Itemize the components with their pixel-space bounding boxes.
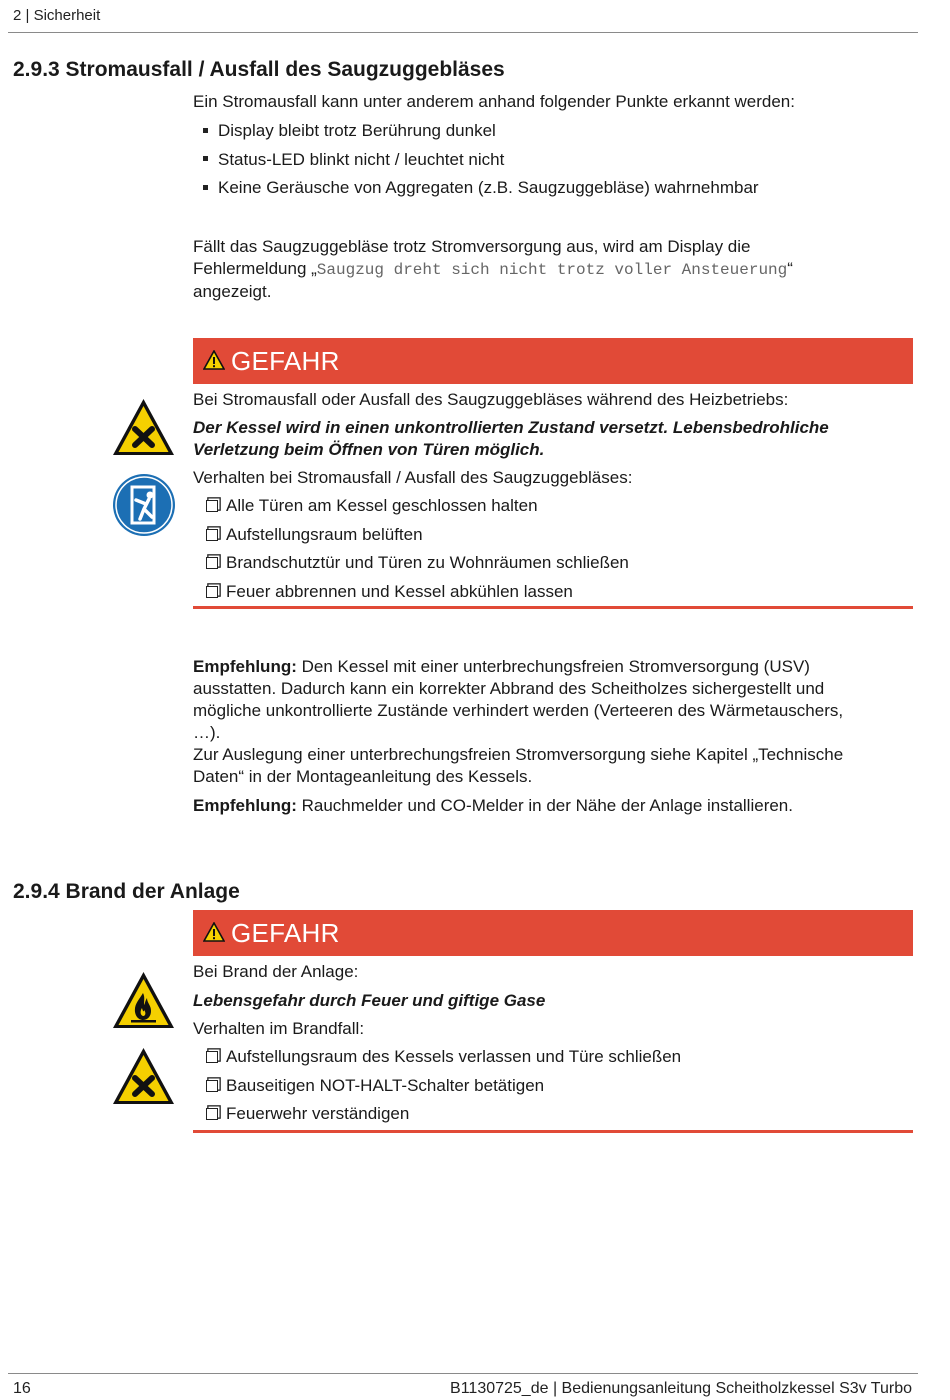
harmful-substance-warning-icon xyxy=(111,397,176,457)
checkbox-icon xyxy=(206,557,218,569)
danger-banner xyxy=(193,338,913,384)
danger-steps xyxy=(206,1043,681,1129)
list-item: Alle Türen am Kessel geschlossen halten xyxy=(206,492,629,521)
checkbox-icon xyxy=(206,1080,218,1092)
danger-lead-text: Bei Stromausfall oder Ausfall des Saugzuggebläses während des Heizbetriebs: xyxy=(193,390,789,409)
danger-banner xyxy=(193,910,913,956)
warning-triangle-icon xyxy=(203,922,225,942)
section-heading-2-9-4: 2.9.4 Brand der Anlage xyxy=(13,880,240,903)
danger-lead-text: Bei Brand der Anlage: xyxy=(193,962,359,981)
checkbox-icon xyxy=(206,586,218,598)
danger-title: GEFAHR xyxy=(231,918,340,948)
recommendation-usv: Empfehlung: Den Kessel mit einer unterbrechungsfreien Stromversorgung (USV) ausstatten. Dadurch kann ein korrekter Abbrand des Scheitholzes sichergestellt und mögliche unkontrollierte Zustände verhindert werden (Verteeren des Wärmetauschers, …). Zur Auslegung einer unterbrechungsfreien Stromversorgung siehe Kapitel „Technische Daten“ in der Montageanleitung des Kessels. xyxy=(193,657,844,786)
danger-steps xyxy=(206,492,629,606)
document-reference: B1130725_de | Bedienungsanleitung Scheitholzkessel S3v Turbo xyxy=(450,1380,912,1397)
danger-box-end-rule xyxy=(193,1130,913,1133)
checkbox-icon xyxy=(206,1108,218,1120)
page-number: 16 xyxy=(13,1380,31,1397)
danger-emphasis: Lebensgefahr durch Feuer und giftige Gase xyxy=(193,991,546,1010)
list-item: Feuer abbrennen und Kessel abkühlen lassen xyxy=(206,578,629,607)
danger-behavior-label: Verhalten im Brandfall: xyxy=(193,1019,365,1038)
harmful-substance-warning-icon xyxy=(111,1046,176,1106)
danger-box-end-rule xyxy=(193,606,913,609)
list-item: Keine Geräusche von Aggregaten (z.B. Saugzuggebläse) wahrnehmbar xyxy=(203,174,759,203)
error-message-code: Saugzug dreht sich nicht trotz voller Ansteuerung xyxy=(316,261,788,279)
checkbox-icon xyxy=(206,500,218,512)
warning-triangle-icon xyxy=(203,350,225,370)
flammable-warning-icon xyxy=(111,970,176,1030)
fan-failure-paragraph: Fällt das Saugzuggebläse trotz Stromversorgung aus, wird am Display die Fehlermeldung „Saugzug dreht sich nicht trotz voller Ansteuerung“ angezeigt. xyxy=(193,237,793,301)
running-header: 2 | Sicherheit xyxy=(13,7,101,24)
danger-behavior-label: Verhalten bei Stromausfall / Ausfall des Saugzuggebläses: xyxy=(193,468,633,487)
checkbox-icon xyxy=(206,529,218,541)
danger-title: GEFAHR xyxy=(231,346,340,376)
list-item: Display bleibt trotz Berührung dunkel xyxy=(203,117,759,146)
list-item: Feuerwehr verständigen xyxy=(206,1100,681,1129)
list-item: Status-LED blinkt nicht / leuchtet nicht xyxy=(203,146,759,175)
keep-door-closed-icon xyxy=(112,473,176,537)
list-item: Aufstellungsraum belüften xyxy=(206,521,629,550)
list-item: Brandschutztür und Türen zu Wohnräumen schließen xyxy=(206,549,629,578)
footer-rule xyxy=(8,1373,918,1374)
danger-emphasis: Der Kessel wird in einen unkontrollierten Zustand versetzt. Lebensbedrohliche Verletzung beim Öffnen von Türen möglich. xyxy=(193,418,829,459)
section-heading-2-9-3: 2.9.3 Stromausfall / Ausfall des Saugzuggebläses xyxy=(13,58,505,81)
list-item: Bauseitigen NOT-HALT-Schalter betätigen xyxy=(206,1072,681,1101)
recommendation-smoke-detector: Empfehlung: Rauchmelder und CO-Melder in der Nähe der Anlage installieren. xyxy=(193,796,793,815)
checkbox-icon xyxy=(206,1051,218,1063)
list-item: Aufstellungsraum des Kessels verlassen und Türe schließen xyxy=(206,1043,681,1072)
power-failure-indicators xyxy=(203,117,759,203)
header-rule xyxy=(8,32,918,33)
power-failure-intro: Ein Stromausfall kann unter anderem anhand folgender Punkte erkannt werden: xyxy=(193,92,795,111)
